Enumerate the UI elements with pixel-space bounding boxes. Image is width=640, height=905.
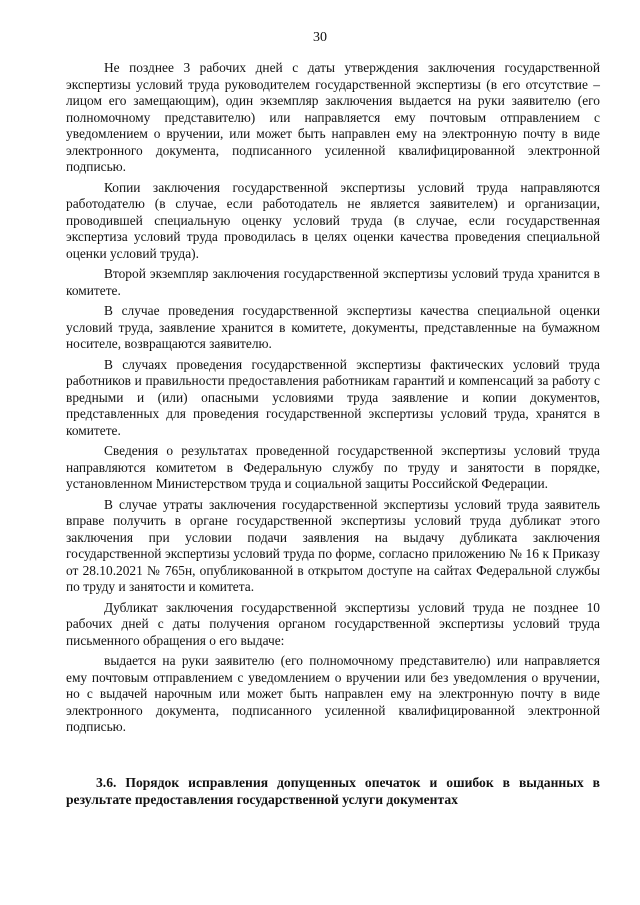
paragraph-5: В случаях проведения государственной экспертизы фактических условий труда работников и правильности предоставления работникам гарантий и компенсаций за работу с вредными и (или) опасными условиями труда заявление и копии документов, представленных для проведения государственной экспертизы условий труда, хранятся в комитете. — [66, 356, 600, 438]
paragraph-2: Копии заключения государственной экспертизы условий труда направляются работодателю (в случае, если работодатель не является заявителем) и организации, проводившей специальную оценку условий труда (в случае, если государственная экспертиза условий труда проводилась в целях оценки качества проведения специальной оценки условий труда). — [66, 179, 600, 261]
paragraph-7: В случае утраты заключения государственной экспертизы условий труда заявитель вправе получить в органе государственной экспертизы условий труда дубликат этого заключения при условии подачи заявления на выдачу дубликата заключения государственной экспертизы условий труда по форме, согласно приложению № 16 к Приказу от 28.10.2021 № 765н, опубликованной в открытом доступе на сайтах Федеральной службы по труду и занятости и комитета. — [66, 496, 600, 594]
paragraph-8: Дубликат заключения государственной экспертизы условий труда не позднее 10 рабочих дней с даты получения органом государственной экспертизы условий труда письменного обращения о его выдаче: — [66, 599, 600, 648]
paragraph-4: В случае проведения государственной экспертизы качества специальной оценки условий труда, заявление хранится в комитете, документы, представленные на бумажном носителе, возвращаются заявителю. — [66, 303, 600, 351]
paragraph-9: выдается на руки заявителю (его полномочному представителю) или направляется ему почтовым отправлением с уведомлением о вручении или без уведомления о вручении, но с выдачей нарочным или может быть направлен ему на электронную почту в виде электронного документа, подписанного усиленной квалифицированной электронной подписью. — [66, 653, 600, 734]
document-body — [66, 60, 600, 808]
paragraph-3: Второй экземпляр заключения государственной экспертизы условий труда хранится в комитете. — [66, 266, 600, 298]
paragraph-6: Сведения о результатах проведенной государственной экспертизы условий труда направляются комитетом в Федеральную службу по труду и занятости в порядке, установленном Министерством труда и социальной защиты Российской Федерации. — [66, 443, 600, 491]
section-heading: 3.6. Порядок исправления допущенных опечаток и ошибок в выданных в результате предоставления государственной услуги документах — [66, 774, 600, 807]
page-number: 30 — [313, 30, 327, 45]
paragraph-1: Не позднее 3 рабочих дней с даты утверждения заключения государственной экспертизы условий труда руководителем государственной экспертизы (в его отсутствие – лицом его замещающим), один экземпляр заключения выдается на руки заявителю (его полномочному представителю) или направляется ему почтовым отправлением с уведомлением о вручении, или может быть направлен ему на электронную почту в виде электронного документа, подписанного усиленной квалифицированной электронной подписью. — [66, 60, 600, 174]
